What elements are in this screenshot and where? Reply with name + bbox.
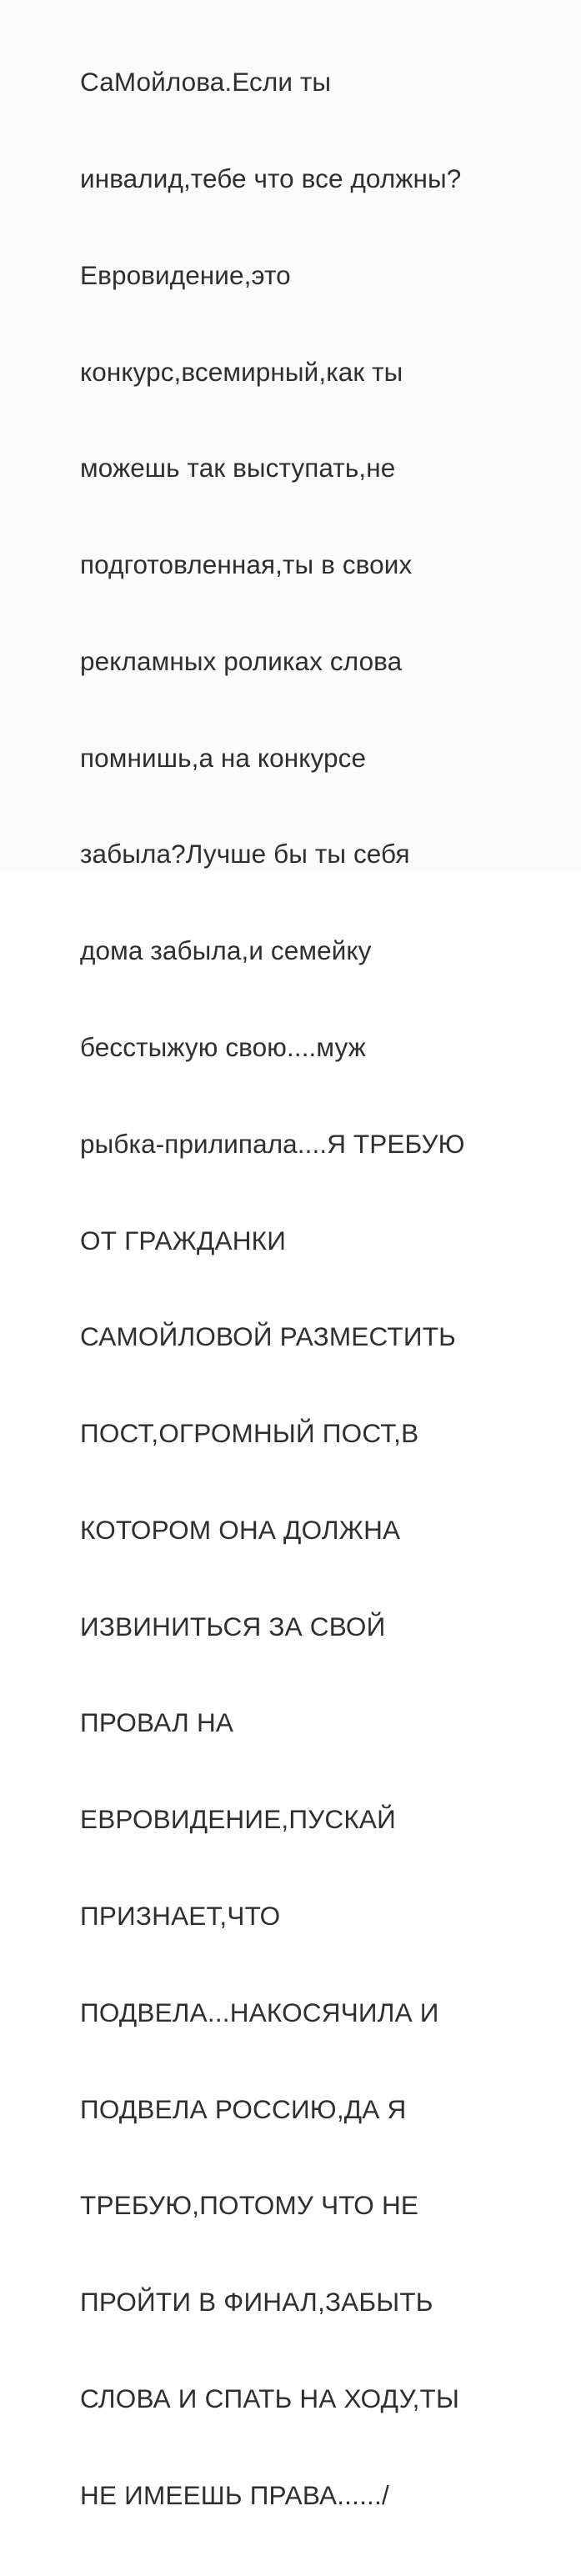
text-line: САМОЙЛОВОЙ РАЗМЕСТИТЬ [80, 1321, 457, 1352]
text-line: ПОДВЕЛА...НАКОСЯЧИЛА И [80, 1997, 439, 2027]
text-line: НЕ ИМЕЕШЬ ПРАВА....../ [80, 2479, 389, 2510]
text-line: КОТОРОМ ОНА ДОЛЖНА [80, 1514, 401, 1545]
text-line: ПРИЗНАЕТ,ЧТО [80, 1901, 281, 1932]
text-line: забыла?Лучше бы ты себя [80, 839, 410, 870]
text-line: ПРОЙТИ В ФИНАЛ,ЗАБЫТЬ [80, 2287, 433, 2318]
text-line: СЛОВА И СПАТЬ НА ХОДУ,ТЫ [80, 2383, 460, 2413]
post-text-body [80, 2, 547, 2576]
text-line: инвалид,тебе что все должны? [80, 163, 462, 193]
text-line: Евровидение,это [80, 259, 291, 290]
text-line: рекламных роликах слова [80, 645, 403, 676]
text-line: бесстыжую свою....муж [80, 1032, 366, 1062]
text-line: ТРЕБУЮ,ПОТОМУ ЧТО НЕ [80, 2190, 419, 2221]
text-line: ПОДВЕЛА РОССИЮ,ДА Я [80, 2093, 407, 2124]
text-line: помнишь,а на конкурсе [80, 742, 367, 773]
text-line: СаМойлова.Если ты [80, 67, 332, 98]
text-line: дома забыла,и семейку [80, 935, 372, 966]
text-line: конкурс,всемирный,как ты [80, 356, 403, 387]
text-line: ПОСТ,ОГРОМНЫЙ ПОСТ,В [80, 1418, 419, 1449]
text-line: ОТ ГРАЖДАНКИ [80, 1225, 287, 1255]
text-line: ПРОВАЛ НА [80, 1707, 234, 1738]
text-line: ЕВРОВИДЕНИЕ,ПУСКАЙ [80, 1804, 396, 1835]
text-line: ИЗВИНИТЬСЯ ЗА СВОЙ [80, 1611, 386, 1641]
text-line: можешь так выступать,не [80, 453, 396, 484]
text-line: подготовленная,ты в своих [80, 549, 413, 580]
text-line: рыбка-прилипала....Я ТРЕБУЮ [80, 1128, 465, 1159]
